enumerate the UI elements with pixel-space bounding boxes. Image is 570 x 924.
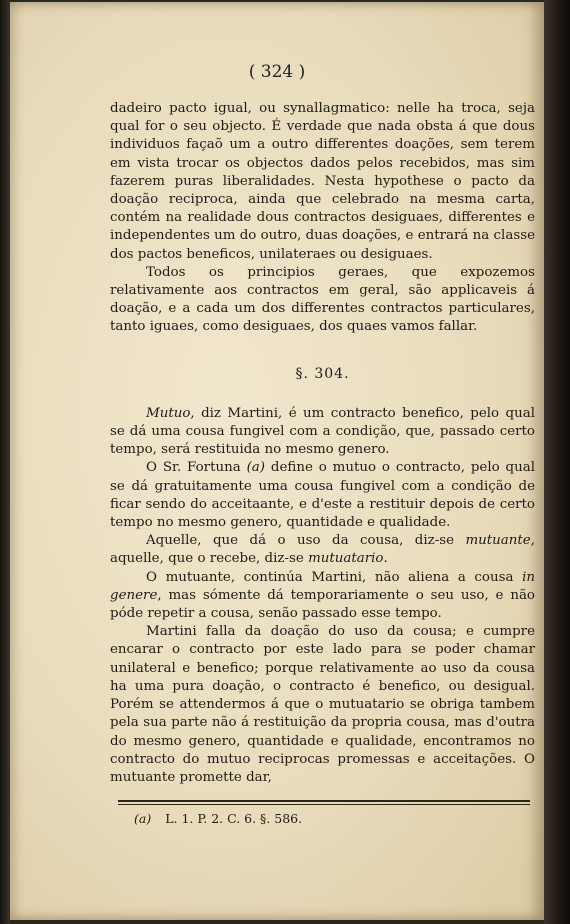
footnote-divider-thin <box>118 804 530 805</box>
paragraph-mutuante-alienation <box>110 569 535 624</box>
paragraph-martini-commentary: Martini falla da doação do uso da cousa; e cumpre encarar o contracto por este lado para se poder chamar unilateral e benefico; porque relativamente ao uso da cousa ha uma pura doação, o contracto é benefico, ou desigual. Porém se attendermos á que o mutuatario se obriga tambem pela sua parte não á restituição da propria cousa, mas d'outra do mesmo genero, quantidade e qualidade, encontramos no contracto do mutuo reciprocas promessas e acceitações. O mutuante promette dar, <box>110 624 535 785</box>
term-mutuo: Mutuo <box>146 405 191 421</box>
paragraph-text: . <box>383 551 388 567</box>
footnote-text: L. 1. P. 2. C. 6. §. 586. <box>165 811 303 826</box>
paragraph-text: O mutuante, continúa Martini, não aliena a cousa <box>146 569 514 585</box>
paragraph-text: , diz Martini, é um contracto benefico, pelo qual se dá uma cousa fungivel com a condição, que, passado certo tempo, será restituida no mesmo genero. <box>110 405 535 458</box>
book-page <box>10 2 544 920</box>
paragraph-general-principles: Todos os principios geraes, que expozemos relativamente aos contractos em geral, são applicaveis á doação, e a cada um dos differentes contractos particulares, tanto iguaes, como desiguaes, dos quaes vamos fallar. <box>110 264 535 335</box>
section-heading: §. 304. <box>295 365 350 382</box>
paragraph-text: Aquelle, que dá o uso da cousa, diz-se <box>146 533 455 549</box>
paragraph-mutuo-definition <box>110 405 535 460</box>
book-binding-left <box>0 0 10 924</box>
paragraph-text: , aquelle, que o recebe, diz-se <box>110 533 535 567</box>
paragraph-text: , mas sómente dá temporariamente o seu uso, e não póde repetir a cousa, senão passado esse tempo. <box>110 587 535 622</box>
paragraph-fortuna-definition <box>110 459 535 532</box>
footnote-reference: (a) <box>246 460 266 476</box>
book-binding-right <box>544 0 570 924</box>
term-in-genere: in genere <box>110 569 535 603</box>
paragraph-text: define o mutuo o contracto, pelo qual se dá gratuitamente uma cousa fungivel com a condição de ficar sendo do acceitaante, e d'este a restituir depois de certo tempo no mesmo genero, quantidade e qualidade. <box>110 460 536 531</box>
footnote-divider <box>118 800 530 802</box>
page-number: ( 324 ) <box>248 62 306 82</box>
paragraph-continued: dadeiro pacto igual, ou synallagmatico: nelle ha troca, seja qual for o seu objecto. É verdade que nada obsta á que dous individuos façaõ um a outro differentes doações, sem terem em vista trocar os objectos dados pelos recebidos, mas sim fazerem puras liberalidades. Nesta hypothese o pacto da doação reciproca, ainda que celebrado na mesma carta, contém na realidade dous contractos desiguaes, differentes e independentes um do outro, duas doações, e entrará na classe dos pactos beneficos, unilateraes ou desiguaes. <box>110 101 535 262</box>
footnote <box>134 811 514 826</box>
paragraph-text: O Sr. Fortuna <box>146 460 241 476</box>
paragraph-mutuante-definition <box>110 532 535 568</box>
term-mutuatario: mutuatario <box>308 551 384 567</box>
page-text <box>110 100 535 787</box>
footnote-mark: (a) <box>134 811 152 826</box>
term-mutuante: mutuante <box>465 533 531 549</box>
